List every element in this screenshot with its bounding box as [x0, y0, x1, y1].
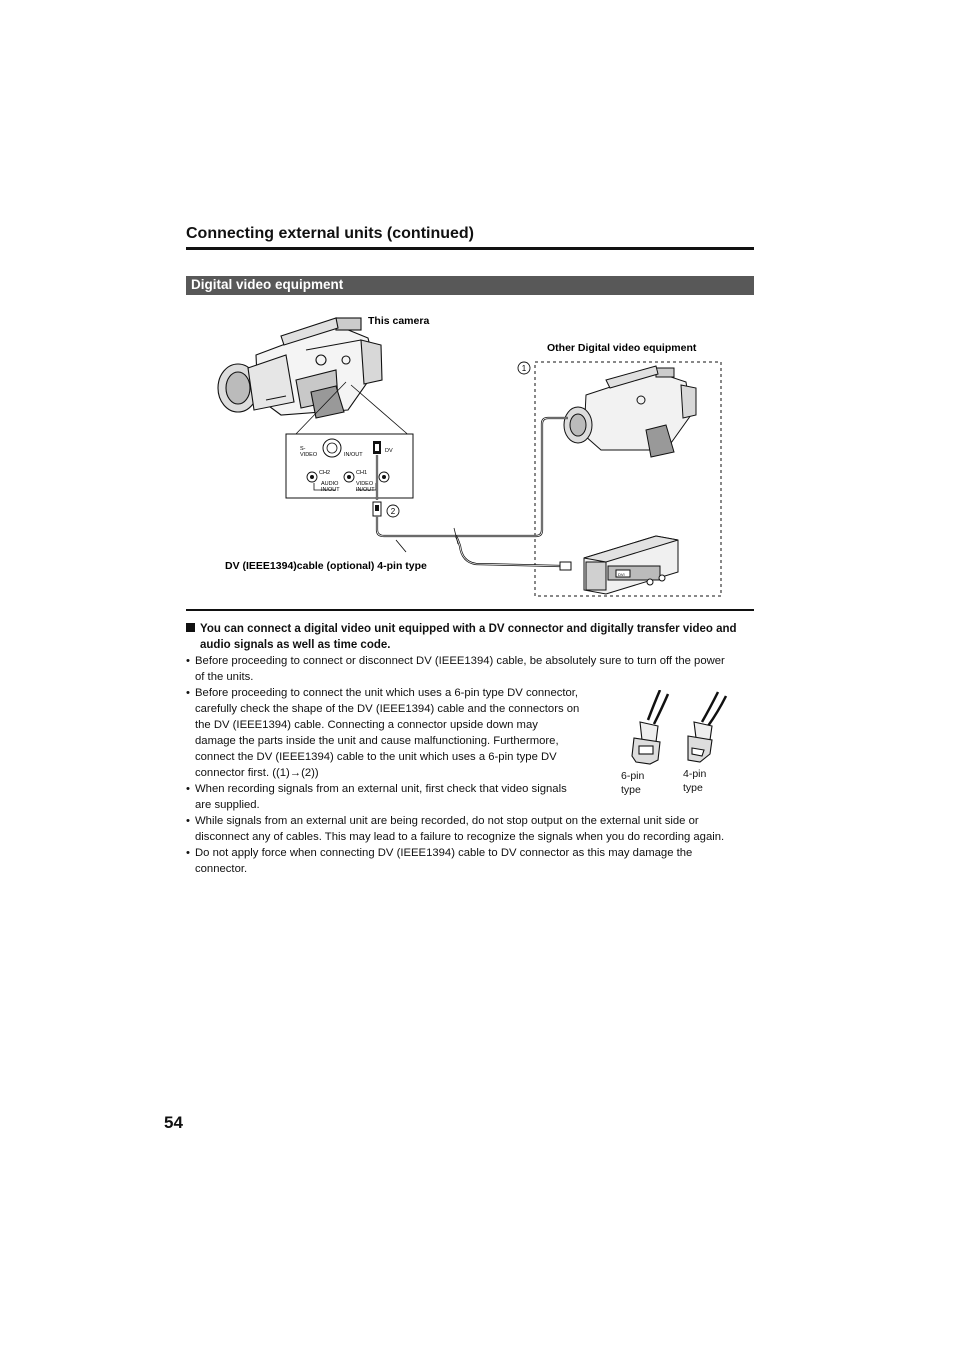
other-camera-illustration	[564, 366, 696, 457]
deck-display: DVI	[618, 572, 625, 577]
four-pin-label: 4-pin type	[683, 768, 707, 794]
six-pin-connector-illustration	[632, 690, 668, 764]
square-bullet-icon	[186, 623, 195, 632]
panel-label-s: S-	[300, 446, 306, 452]
panel-label-svideo: VIDEO	[300, 452, 318, 458]
panel-label-audio: AUDIO	[321, 481, 339, 487]
panel-label-video-inout: IN/OUT	[356, 487, 375, 493]
panel-label-audio-inout: IN/OUT	[321, 487, 340, 493]
six-pin-label: 6-pin type	[621, 770, 645, 796]
label-this-camera: This camera	[368, 315, 430, 327]
dv-deck-illustration	[584, 536, 678, 594]
section-title: Digital video equipment	[191, 277, 344, 292]
marker-2: 2	[390, 507, 396, 516]
page-number: 54	[164, 1113, 183, 1132]
panel-label-ch1: CH1	[356, 470, 368, 476]
marker-1: 1	[521, 364, 527, 373]
panel-label-inout: IN/OUT	[344, 452, 363, 458]
connection-diagram	[186, 300, 754, 600]
pin-connectors-figure	[612, 690, 742, 775]
notes-heading: You can connect a digital video unit equipped with a DV connector and digitally transfer video and audio signals as well as time code.	[186, 621, 756, 653]
body-rule	[186, 609, 754, 611]
connector-panel	[286, 434, 413, 498]
four-pin-connector-illustration	[688, 692, 726, 762]
page-title: Connecting external units (continued)	[186, 225, 475, 242]
this-camera-illustration	[218, 318, 382, 418]
label-other-equipment: Other Digital video equipment	[547, 342, 697, 354]
panel-label-video: VIDEO	[356, 481, 374, 487]
label-cable: DV (IEEE1394)cable (optional) 4-pin type	[225, 560, 427, 572]
panel-label-dv: DV	[385, 448, 393, 454]
panel-label-ch2: CH2	[319, 470, 331, 476]
title-rule	[186, 247, 754, 250]
